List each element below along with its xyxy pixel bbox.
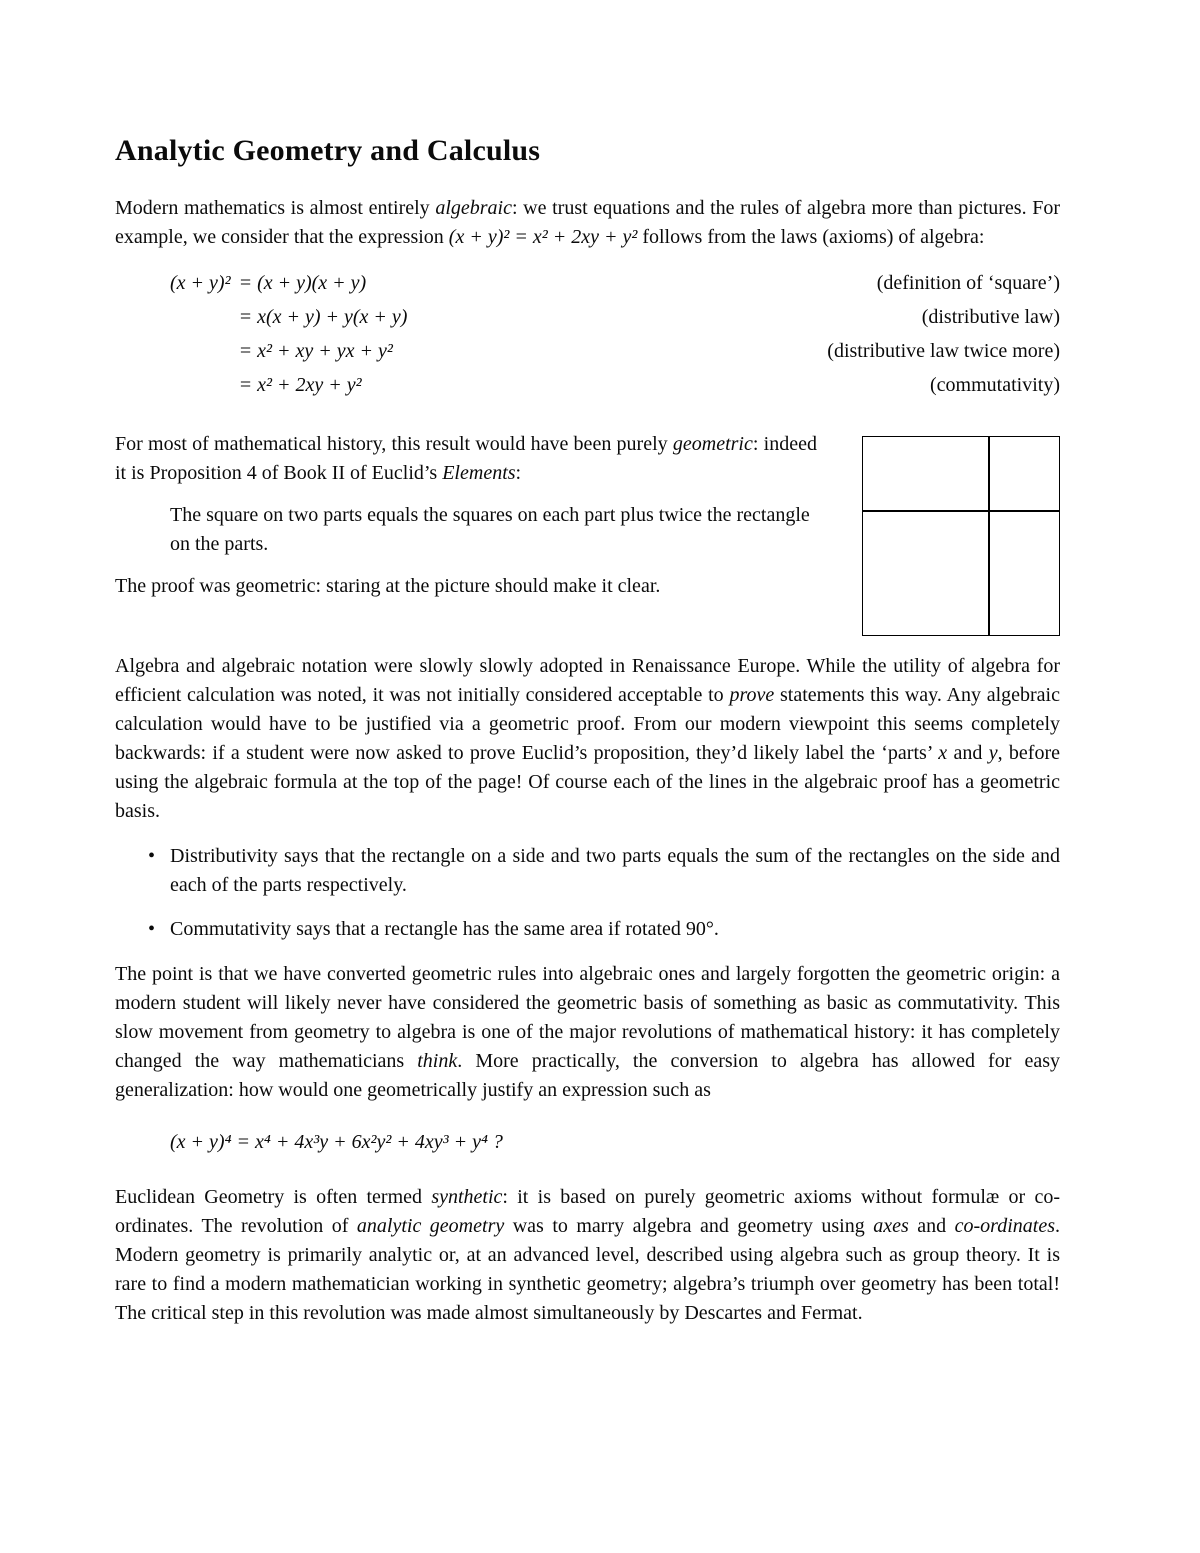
emphasized-text-run: algebraic xyxy=(435,197,512,219)
emphasized-text-run: geometric xyxy=(672,433,753,455)
text-run: was to marry algebra and geometry using xyxy=(504,1215,874,1237)
bullet-icon: • xyxy=(148,845,156,867)
emphasized-text-run: prove xyxy=(729,684,775,706)
text-run: . Modern geometry is primarily analytic or, at an advanced level, described using algebra such as group theory. It is rare to find a modern mathematician working in synthetic geometry; algebra’s triumph over geometry has been total! The critical step in this revolution was made almost simultaneously by Descartes and Fermat. xyxy=(115,1215,1060,1324)
text-run: and xyxy=(947,742,989,764)
figure-vertical-divider xyxy=(988,437,990,635)
text-run: : indeed it is Proposition 4 of Book II of Euclid’s xyxy=(115,433,817,484)
text-run: Commutativity says that a rectangle has the same area if rotated 90°. xyxy=(170,918,719,940)
equation-lhs xyxy=(170,334,231,368)
text-run: : xyxy=(515,462,522,484)
binomial-expansion-equation: (x + y)⁴ = x⁴ + 4x³y + 6x²y² + 4xy³ + y⁴ ? xyxy=(170,1131,503,1153)
text-run: The point is that we have converted geometric rules into algebraic ones and largely forgotten the geometric origin: a modern student will likely never have considered the geometric basis of something as basic as commutativity. This slow movement from geometry to algebra is one of the major revolutions of mathematical history: it has completely changed the way mathematicians xyxy=(115,963,1060,1072)
text-run: : it is based on purely geometric axioms without formulæ or co-ordinates. The revolution of xyxy=(115,1186,1060,1237)
equation-lhs xyxy=(170,300,231,334)
text-run: : we trust equations and the rules of algebra more than pictures. For example, we consider that the expression xyxy=(115,197,1060,248)
equation-lhs: (x + y)² xyxy=(170,272,231,294)
text-run: Algebra and algebraic notation were slowly slowly adopted in Renaissance Europe. While the utility of algebra for efficient calculation was noted, it was not initially considered acceptable to xyxy=(115,655,1060,706)
text-run: statements this way. Any algebraic calculation would have to be justified via a geometric proof. From our modern viewpoint this seems completely backwards: if a student were now asked to prove Euclid’s proposition, they’d likely label the ‘parts’ xyxy=(115,684,1060,764)
text-run: , before using the algebraic formula at the top of the page! Of course each of the lines in the algebraic proof has a geometric basis. xyxy=(115,742,1060,822)
euclid-square-figure xyxy=(862,436,1060,636)
adoption-paragraph xyxy=(115,652,1060,826)
equation-rhs: = x(x + y) + y(x + y) xyxy=(238,306,408,328)
text-run: The proof was geometric: staring at the picture should make it clear. xyxy=(115,575,661,597)
equation-note: (distributive law twice more) xyxy=(827,340,1060,362)
list-item xyxy=(115,842,1060,900)
inline-math-run: (x + y)² = x² + 2xy + y² xyxy=(448,226,638,248)
emphasized-text-run: analytic geometry xyxy=(356,1215,505,1237)
bullet-list xyxy=(115,842,1060,944)
text-run: For most of mathematical history, this result would have been purely xyxy=(115,433,673,455)
bullet-item-text xyxy=(170,915,1060,944)
synthetic-paragraph xyxy=(115,1183,1060,1328)
emphasized-text-run: axes xyxy=(873,1215,909,1237)
emphasized-text-run: Elements xyxy=(442,462,516,484)
inline-math-run: y xyxy=(988,742,998,764)
text-run: Euclidean Geometry is often termed xyxy=(115,1186,432,1208)
equation-rhs: = x² + xy + yx + y² xyxy=(238,340,393,362)
bullet-icon: • xyxy=(148,918,156,940)
equation-note: (definition of ‘square’) xyxy=(876,272,1060,294)
emphasized-text-run: synthetic xyxy=(431,1186,503,1208)
text-run: and xyxy=(908,1215,955,1237)
text-run: . More practically, the conversion to algebra has allowed for easy generalization: how would one geometrically justify an expression such as xyxy=(115,1050,1060,1101)
text-run: follows from the laws (axioms) of algebra: xyxy=(637,226,985,248)
bullet-item-text xyxy=(170,842,1060,900)
inline-math-run: x xyxy=(938,742,948,764)
page-title: Analytic Geometry and Calculus xyxy=(115,134,541,167)
intro-paragraph xyxy=(115,194,1060,252)
emphasized-text-run: co-ordinates xyxy=(954,1215,1055,1237)
text-run: Modern mathematics is almost entirely xyxy=(115,197,436,219)
equation-rhs: = (x + y)(x + y) xyxy=(238,272,367,294)
point-paragraph xyxy=(115,960,1060,1105)
euclid-section xyxy=(115,430,1060,652)
text-run: The square on two parts equals the squares on each part plus twice the rectangle on the parts. xyxy=(170,504,810,555)
emphasized-text-run: think xyxy=(417,1050,458,1072)
equation-note: (commutativity) xyxy=(930,374,1060,396)
equation-rhs: = x² + 2xy + y² xyxy=(238,374,362,396)
equation-lhs xyxy=(170,368,231,402)
equation-note: (distributive law) xyxy=(921,306,1060,328)
text-run: Distributivity says that the rectangle on a side and two parts equals the sum of the rectangles on the side and each of the parts respectively. xyxy=(170,845,1060,896)
euclid-proposition-quote xyxy=(170,501,970,559)
figure-horizontal-divider xyxy=(863,510,1059,512)
list-item xyxy=(115,915,1060,944)
algebra-derivation-block xyxy=(170,266,1060,402)
